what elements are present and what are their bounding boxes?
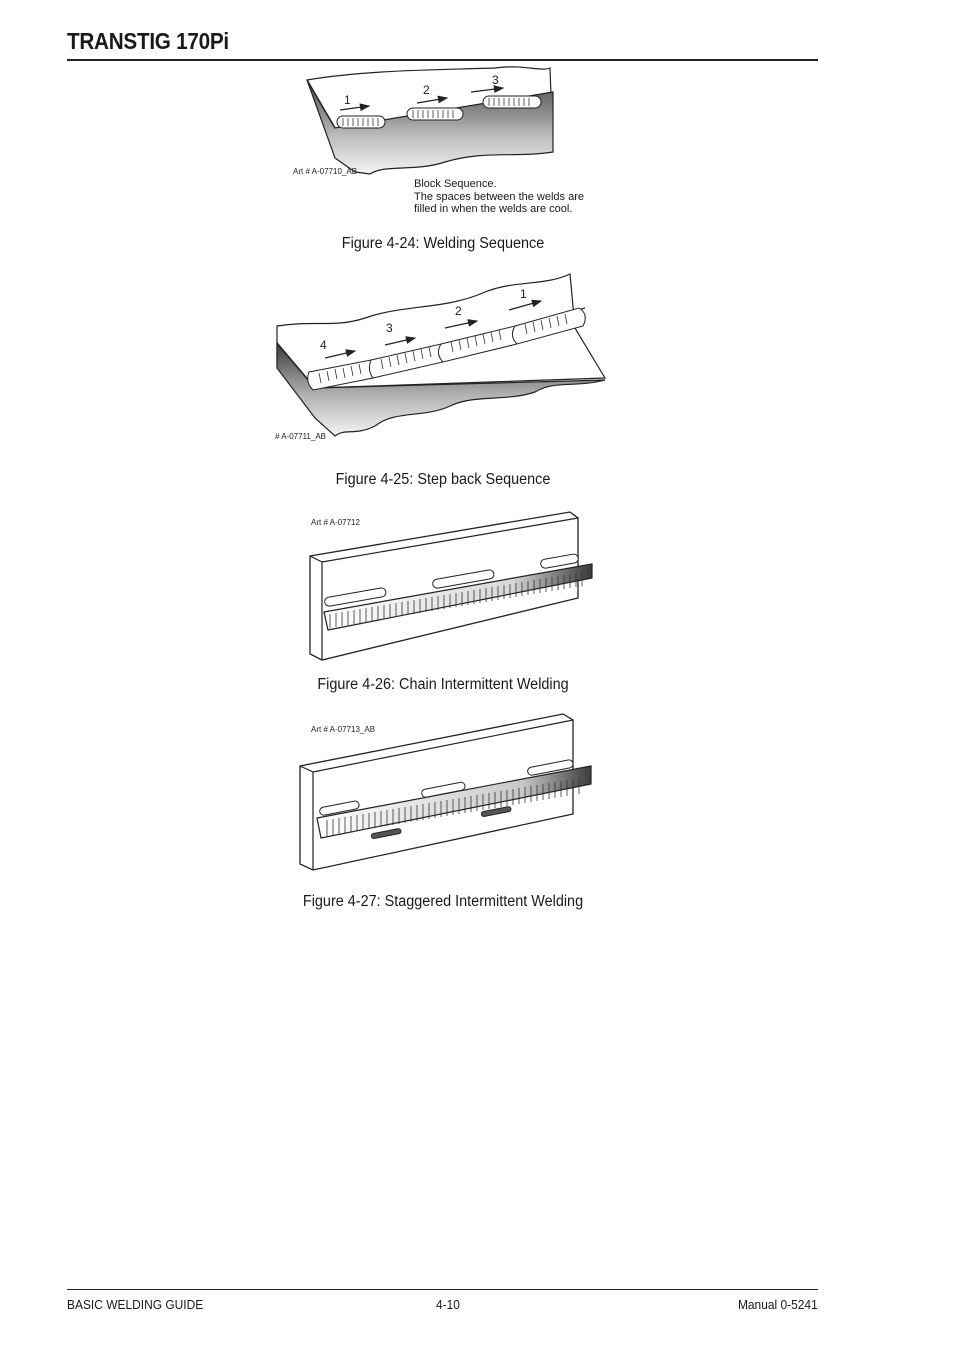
art-number: Art # A-07713_AB [311, 725, 376, 734]
weld-bead-1 [337, 116, 385, 128]
page-header-title: TRANSTIG 170Pi [67, 28, 229, 54]
note-line: The spaces between the welds are [414, 190, 584, 203]
figure-chain-intermittent-welding [300, 508, 600, 668]
sequence-number: 2 [455, 304, 462, 318]
figure-caption: Figure 4-24: Welding Sequence [341, 235, 545, 252]
sequence-number: 3 [492, 73, 499, 87]
figure-staggered-intermittent-welding [295, 712, 600, 874]
sequence-number: 4 [320, 338, 327, 352]
art-number: Art # A-07712 [311, 518, 360, 527]
figure-note [414, 178, 584, 216]
figure-caption: Figure 4-25: Step back Sequence [335, 471, 551, 488]
sequence-number: 3 [386, 321, 393, 335]
sequence-number: 2 [423, 83, 430, 97]
weld-bead-3 [483, 96, 541, 108]
art-number: # A-07711_AB [275, 432, 327, 441]
figure-caption: Figure 4-27: Staggered Intermittent Welding [302, 893, 584, 910]
figure-step-back-sequence [275, 268, 610, 448]
art-number: Art # A-07710_AB [293, 167, 358, 176]
note-line: filled in when the welds are cool. [414, 203, 573, 215]
sequence-number: 1 [520, 287, 527, 301]
figure-caption: Figure 4-26: Chain Intermittent Welding [317, 676, 569, 693]
header-rule [67, 59, 818, 61]
weld-bead-2 [407, 108, 463, 120]
footer-rule [67, 1289, 818, 1290]
manual-number: Manual 0-5241 [738, 1297, 818, 1312]
footer-section-title: BASIC WELDING GUIDE [67, 1297, 204, 1312]
sequence-number: 1 [344, 93, 351, 107]
note-line: Block Sequence. [414, 178, 497, 190]
page-number: 4-10 [436, 1297, 460, 1312]
